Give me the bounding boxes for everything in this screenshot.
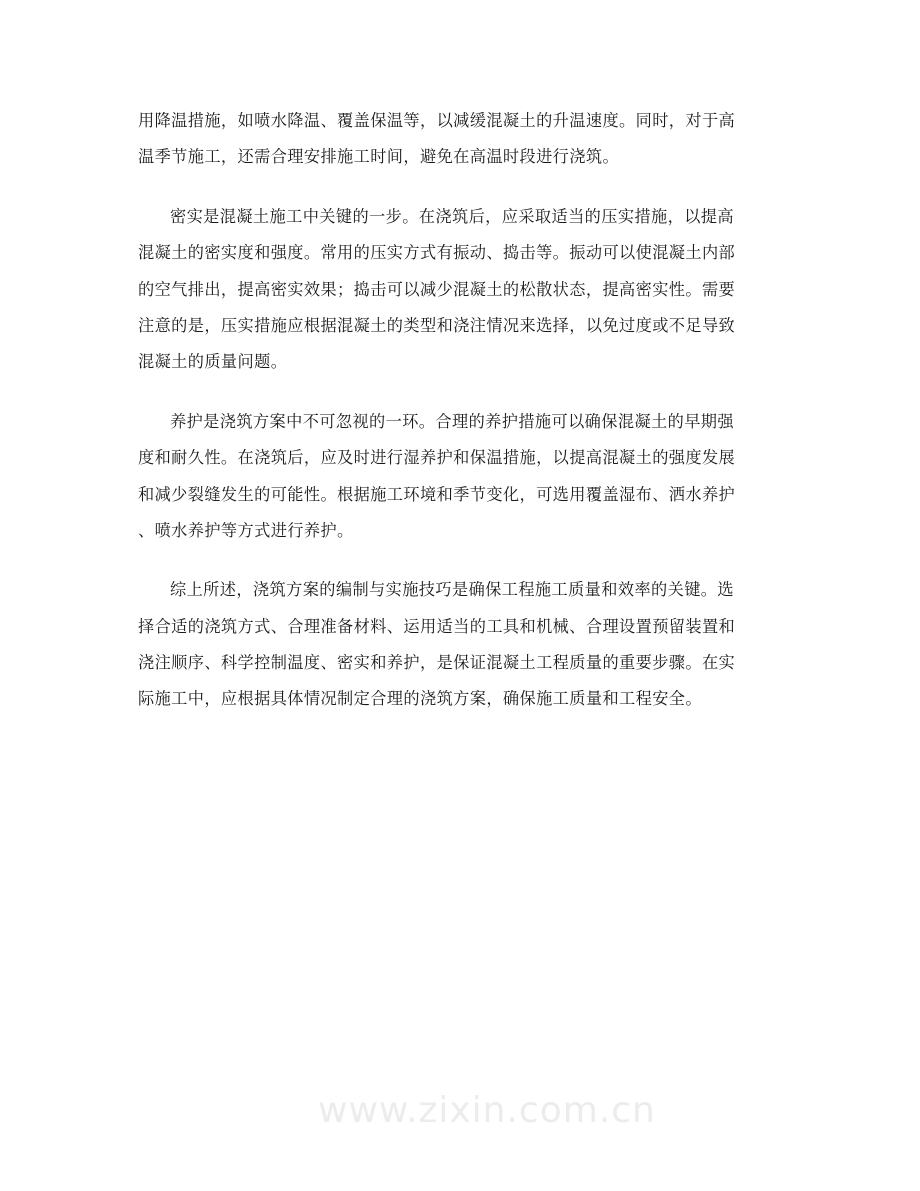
text-line: 择合适的浇筑方式、合理准备材料、运用适当的工具和机械、合理设置预留装置和: [138, 616, 736, 636]
text-line: 用降温措施，如喷水降温、覆盖保温等，以减缓混凝土的升温速度。同时，对于高: [138, 111, 736, 130]
body-paragraph: [138, 103, 788, 176]
text-line: 度和耐久性。在浇筑后，应及时进行湿养护和保温措施，以提高混凝土的强度发展: [138, 448, 736, 468]
body-paragraph: [138, 199, 788, 381]
text-line: 综上所述，浇筑方案的编制与实施技巧是确保工程施工质量和效率的关键。选: [170, 580, 734, 600]
text-line: 浇注顺序、科学控制温度、密实和养护，是保证混凝土工程质量的重要步骤。在实: [138, 653, 736, 673]
text-line: 注意的是，压实措施应根据混凝土的类型和浇注情况来选择，以免过度或不足导致: [138, 315, 736, 335]
document-body: [138, 103, 788, 741]
text-line: 、喷水养护等方式进行养护。: [138, 520, 354, 540]
text-line: 际施工中，应根据具体情况制定合理的浇筑方案，确保施工质量和工程安全。: [138, 689, 702, 709]
text-line: 混凝土的质量问题。: [138, 352, 288, 372]
text-line: 养护是浇筑方案中不可忽视的一环。合理的养护措施可以确保混凝土的早期强: [170, 411, 734, 431]
body-paragraph: [138, 572, 788, 718]
watermark: www.zixin.com.cn: [318, 1090, 656, 1131]
text-line: 温季节施工，还需合理安排施工时间，避免在高温时段进行浇筑。: [138, 147, 620, 167]
text-line: 密实是混凝土施工中关键的一步。在浇筑后，应采取适当的压实措施，以提高: [170, 206, 734, 226]
text-line: 混凝土的密实度和强度。常用的压实方式有振动、捣击等。振动可以使混凝土内部: [138, 243, 736, 263]
body-paragraph: [138, 404, 788, 550]
text-line: 的空气排出，提高密实效果；捣击可以减少混凝土的松散状态，提高密实性。需要: [138, 279, 736, 299]
text-line: 和减少裂缝发生的可能性。根据施工环境和季节变化，可选用覆盖湿布、洒水养护: [138, 484, 736, 504]
